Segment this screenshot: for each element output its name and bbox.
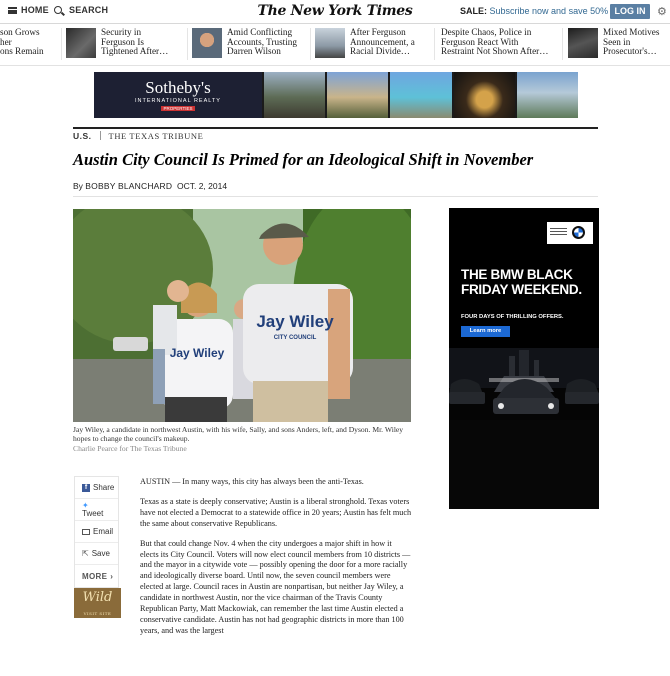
home-label: HOME	[21, 5, 49, 15]
save-label: Save	[91, 549, 110, 558]
ribbon-title: Amid Conflicting Accounts, Trusting Darren Wilson	[227, 28, 297, 57]
bmw-subhead: FOUR DAYS OF THRILLING OFFERS.	[461, 314, 564, 320]
section-rule	[73, 127, 598, 129]
bmw-logo	[547, 222, 593, 244]
ad-photo	[325, 72, 388, 118]
wild-promo[interactable]	[74, 588, 121, 618]
ribbon-title: Mixed Motives Seen in Prosecutor's…	[603, 28, 660, 57]
sothebys-logo	[94, 72, 262, 118]
photo-caption: Jay Wiley, a candidate in northwest Austin, with his wife, Sally, and sons Anders, left, and Dyson. Mr. Wiley hopes to change the council's makeup.	[73, 425, 404, 443]
facebook-share-button[interactable]	[75, 477, 118, 499]
ribbon-thumbnail	[568, 28, 598, 58]
article-photo[interactable]	[73, 209, 411, 422]
share-tools	[74, 476, 119, 588]
search-label: SEARCH	[69, 5, 109, 15]
email-share-button[interactable]	[75, 521, 118, 543]
ribbon-title: After Ferguson Announcement, a Racial Divide…	[350, 28, 415, 57]
gear-icon[interactable]: ⚙	[657, 5, 667, 18]
login-button[interactable]: LOG IN	[610, 4, 650, 19]
save-button[interactable]	[75, 543, 118, 565]
wild-promo-sub: VISIT SITE	[83, 611, 112, 616]
kicker-divider	[100, 131, 101, 140]
search-button[interactable]	[54, 5, 108, 15]
sale-promo[interactable]	[460, 6, 608, 16]
ad-tag: PROPERTIES	[161, 106, 196, 111]
bmw-learn-more-button[interactable]: Learn more	[461, 326, 510, 337]
subscribe-link[interactable]: Subscribe now and save 50%	[489, 6, 609, 16]
article-body	[140, 477, 412, 646]
byline-rule	[73, 196, 598, 197]
byline-prefix: By	[73, 181, 83, 191]
more-label: MORE	[82, 571, 108, 581]
source-label: THE TEXAS TRIBUNE	[108, 131, 204, 141]
ribbon-item[interactable]	[568, 28, 670, 62]
sothebys-banner-ad[interactable]	[94, 72, 578, 118]
facebook-share-label: Share	[93, 483, 115, 492]
shirt-sub-text: CITY COUNCIL	[273, 335, 317, 341]
wild-promo-title: Wild	[82, 590, 113, 605]
ad-photo	[262, 72, 325, 118]
ribbon-item[interactable]	[315, 28, 432, 62]
more-share-button[interactable]	[75, 565, 118, 587]
ad-brand: Sotheby's	[145, 78, 211, 97]
author-link[interactable]: BOBBY BLANCHARD	[85, 181, 173, 191]
section-link[interactable]: U.S.	[73, 131, 92, 141]
search-icon	[54, 6, 62, 14]
email-share-label: Email	[93, 527, 114, 536]
bmw-headline: THE BMW BLACK FRIDAY WEEKEND.	[461, 267, 582, 297]
home-button[interactable]	[8, 5, 49, 15]
menu-icon	[8, 7, 17, 14]
masthead-logo[interactable]: The New York Times	[257, 3, 413, 19]
ad-subbrand: INTERNATIONAL REALTY	[135, 98, 221, 104]
sale-label: SALE:	[460, 6, 487, 16]
ribbon-thumbnail	[192, 28, 222, 58]
ad-photo	[515, 72, 578, 118]
ad-photo	[452, 72, 515, 118]
ad-photo	[388, 72, 451, 118]
ribbon-item[interactable]	[441, 28, 559, 62]
headline-ribbon	[0, 24, 670, 66]
twitter-share-label: Tweet	[82, 508, 104, 518]
ribbon-title: Despite Chaos, Police in Ferguson React With Restraint Not Shown After…	[441, 28, 549, 57]
photo-illustration	[73, 209, 411, 422]
ribbon-thumbnail	[66, 28, 96, 58]
photo-credit: Charlie Pearce for The Texas Tribune	[73, 444, 187, 453]
top-bar	[0, 0, 670, 24]
article-paragraph: Texas as a state is deeply conservative; Austin is a liberal stronghold. Texas voters have not elected a Democrat to a statewide office in 20 years; Austin has felt much the same about conservative Republicans.	[140, 496, 412, 528]
shirt-text-2: Jay Wiley	[169, 346, 225, 360]
twitter-share-button[interactable]	[75, 499, 118, 521]
bmw-cars-image	[449, 348, 599, 509]
facebook-icon: f	[82, 484, 90, 492]
byline	[73, 181, 227, 191]
article-headline: Austin City Council Is Primed for an Ideological Shift in November	[73, 150, 534, 169]
ribbon-item[interactable]	[66, 28, 183, 62]
kicker	[73, 131, 203, 141]
ribbon-item[interactable]	[0, 28, 60, 62]
shirt-text: Jay Wiley	[256, 312, 334, 331]
bookmark-icon: ⇱	[82, 549, 89, 558]
twitter-icon: ✦	[82, 500, 89, 510]
email-icon	[82, 529, 90, 535]
ribbon-item[interactable]	[192, 28, 309, 62]
article-paragraph: But that could change Nov. 4 when the city undergoes a major shift in how it elects its City Council. Voters will now elect council members from 10 districts — and the mayor in a citywide vote — possibly opening the door for a more racially and ideologically diverse board. Until now, the seven council members were elected at large. Council races in Austin are nonpartisan, but neither Jay Wiley, a candidate in northwest Austin, nor the vice chairman of the Travis County Republican Party, Matt Mackowiak, can remember the last time Austin elected a conservative candidate. Austin has not had geographic districts in more than 100 years, and was the largest	[140, 538, 411, 635]
ribbon-thumbnail	[315, 28, 345, 58]
article-paragraph: AUSTIN — In many ways, this city has always been the anti-Texas.	[140, 477, 364, 486]
dateline: OCT. 2, 2014	[176, 181, 228, 191]
bmw-sidebar-ad[interactable]	[449, 208, 599, 509]
chevron-right-icon: ›	[110, 571, 114, 581]
ribbon-title: son Grows her ons Remain	[0, 28, 44, 57]
ribbon-title: Security in Ferguson Is Tightened After…	[101, 28, 169, 57]
